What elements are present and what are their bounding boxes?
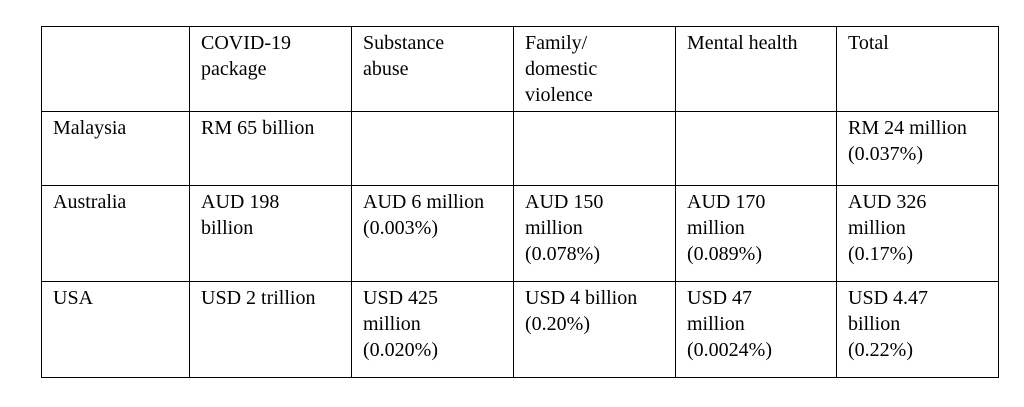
cell-text: (0.037%) bbox=[848, 143, 923, 165]
cell-text: billion bbox=[201, 217, 254, 239]
total-cell bbox=[837, 282, 999, 378]
cell-text: USD 4.47 bbox=[848, 287, 929, 309]
covid-package-cell bbox=[190, 282, 352, 378]
cell-text: RM 24 million bbox=[848, 117, 967, 139]
mental-health-cell bbox=[676, 186, 837, 282]
cell-text: (0.17%) bbox=[848, 243, 913, 265]
country-cell: Australia bbox=[42, 186, 190, 282]
substance-abuse-cell bbox=[352, 282, 514, 378]
cell-text: domestic bbox=[525, 58, 598, 80]
cell-text: (0.089%) bbox=[687, 243, 762, 265]
cell-text: abuse bbox=[363, 58, 409, 80]
header-cell-family-domestic-violence bbox=[514, 27, 676, 112]
cell-text: million bbox=[525, 217, 583, 239]
cell-text: Substance bbox=[363, 32, 445, 54]
cell-text: million bbox=[363, 313, 421, 335]
cell-text: package bbox=[201, 58, 267, 80]
cell-text: USD 4 billion bbox=[525, 287, 638, 309]
cell-text: (0.020%) bbox=[363, 339, 438, 361]
header-cell-corner bbox=[42, 27, 190, 112]
cell-text: AUD 326 bbox=[848, 191, 927, 213]
cell-text: AUD 170 bbox=[687, 191, 766, 213]
family-violence-cell bbox=[514, 282, 676, 378]
cell-text: USD 2 trillion bbox=[201, 287, 316, 309]
cell-text: Family/ bbox=[525, 32, 588, 54]
substance-abuse-cell bbox=[352, 112, 514, 186]
table-row-australia bbox=[42, 186, 999, 282]
substance-abuse-cell bbox=[352, 186, 514, 282]
cell-text: (0.0024%) bbox=[687, 339, 772, 361]
family-violence-cell bbox=[514, 112, 676, 186]
covid-package-cell bbox=[190, 186, 352, 282]
cell-text: Mental health bbox=[687, 32, 798, 54]
cell-text: Total bbox=[848, 32, 889, 54]
cell-text: million bbox=[687, 217, 745, 239]
cell-text: AUD 198 bbox=[201, 191, 280, 213]
header-cell-covid-package bbox=[190, 27, 352, 112]
cell-text: million bbox=[687, 313, 745, 335]
cell-text: (0.078%) bbox=[525, 243, 600, 265]
total-cell bbox=[837, 112, 999, 186]
table-row-usa bbox=[42, 282, 999, 378]
cell-text: (0.20%) bbox=[525, 313, 590, 335]
cell-text: RM 65 billion bbox=[201, 117, 315, 139]
cell-text: AUD 150 bbox=[525, 191, 604, 213]
cell-text: AUD 6 million bbox=[363, 191, 485, 213]
country-cell: USA bbox=[42, 282, 190, 378]
header-cell-total bbox=[837, 27, 999, 112]
cell-text: billion bbox=[848, 313, 901, 335]
table-row-malaysia bbox=[42, 112, 999, 186]
funding-comparison-table bbox=[41, 26, 999, 378]
cell-text: million bbox=[848, 217, 906, 239]
mental-health-cell bbox=[676, 282, 837, 378]
cell-text: (0.003%) bbox=[363, 217, 438, 239]
cell-text: COVID-19 bbox=[201, 32, 291, 54]
covid-package-cell bbox=[190, 112, 352, 186]
family-violence-cell bbox=[514, 186, 676, 282]
header-cell-mental-health bbox=[676, 27, 837, 112]
mental-health-cell bbox=[676, 112, 837, 186]
cell-text: USD 425 bbox=[363, 287, 439, 309]
country-cell: Malaysia bbox=[42, 112, 190, 186]
cell-text: violence bbox=[525, 84, 593, 106]
total-cell bbox=[837, 186, 999, 282]
cell-text: (0.22%) bbox=[848, 339, 913, 361]
header-cell-substance-abuse bbox=[352, 27, 514, 112]
cell-text: USD 47 bbox=[687, 287, 753, 309]
table-header-row bbox=[42, 27, 999, 112]
